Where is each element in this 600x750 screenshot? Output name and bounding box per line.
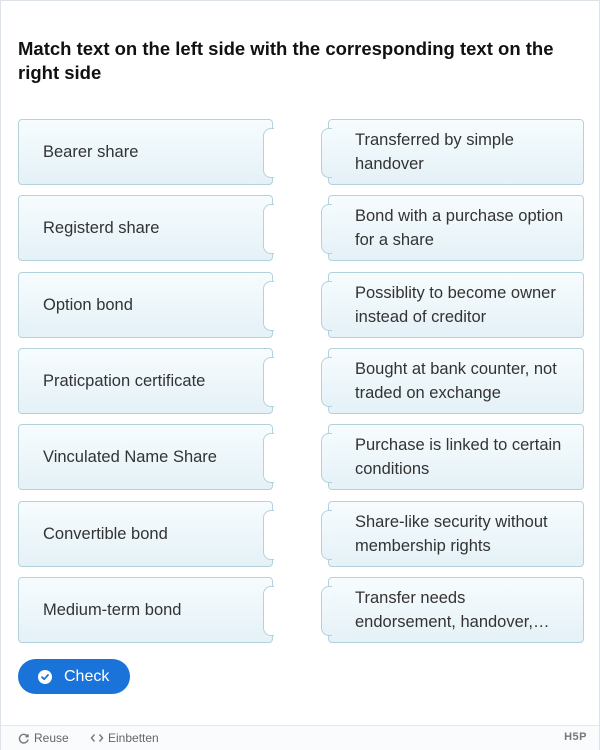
h5p-footer bbox=[1, 725, 599, 750]
question-text: Match text on the left side with the corresponding text on the right side bbox=[18, 38, 554, 83]
left-item-vinculated-name-share[interactable] bbox=[18, 424, 273, 490]
right-item-label: Bought at bank counter, not traded on exchange bbox=[355, 360, 557, 402]
puzzle-notch bbox=[263, 433, 274, 483]
puzzle-tab bbox=[321, 128, 332, 178]
left-item-label: Medium-term bond bbox=[43, 601, 182, 619]
puzzle-notch bbox=[263, 357, 274, 407]
right-item-draggable[interactable] bbox=[328, 195, 584, 261]
puzzle-tab bbox=[321, 586, 332, 636]
left-item-label: Convertible bond bbox=[43, 525, 168, 543]
puzzle-tab bbox=[321, 357, 332, 407]
reuse-link[interactable] bbox=[17, 731, 69, 745]
left-item-registered-share[interactable] bbox=[18, 195, 273, 261]
check-button-label: Check bbox=[64, 667, 110, 685]
code-icon bbox=[90, 732, 104, 744]
left-item-label: Vinculated Name Share bbox=[43, 448, 217, 466]
reuse-label: Reuse bbox=[34, 731, 69, 745]
puzzle-notch bbox=[263, 510, 274, 560]
puzzle-notch bbox=[263, 204, 274, 254]
left-item-label: Bearer share bbox=[43, 143, 139, 161]
right-item-label: Transfer needs endorsement, handover,… bbox=[355, 589, 550, 631]
right-item-label: Transferred by simple handover bbox=[355, 131, 514, 173]
h5p-logo[interactable]: H5P bbox=[564, 731, 587, 743]
right-item-draggable[interactable] bbox=[328, 501, 584, 567]
right-item-label: Bond with a purchase option for a share bbox=[355, 207, 564, 249]
left-item-participation-certificate[interactable] bbox=[18, 348, 273, 414]
check-circle-icon bbox=[38, 670, 52, 684]
right-item-label: Possiblity to become owner instead of creditor bbox=[355, 284, 556, 326]
right-item-draggable[interactable] bbox=[328, 272, 584, 338]
right-item-draggable[interactable] bbox=[328, 119, 584, 185]
puzzle-notch bbox=[263, 586, 274, 636]
left-item-option-bond[interactable] bbox=[18, 272, 273, 338]
puzzle-notch bbox=[263, 281, 274, 331]
puzzle-tab bbox=[321, 281, 332, 331]
right-item-label: Share-like security without membership rights bbox=[355, 513, 548, 555]
left-item-medium-term-bond[interactable] bbox=[18, 577, 273, 643]
left-item-label: Registerd share bbox=[43, 219, 160, 237]
left-item-label: Option bond bbox=[43, 296, 133, 314]
reuse-icon bbox=[17, 732, 30, 745]
right-item-draggable[interactable] bbox=[328, 577, 584, 643]
puzzle-tab bbox=[321, 433, 332, 483]
left-item-label: Praticpation certificate bbox=[43, 372, 206, 390]
right-item-draggable[interactable] bbox=[328, 424, 584, 490]
check-button[interactable] bbox=[18, 659, 130, 694]
embed-link[interactable] bbox=[90, 731, 159, 745]
right-item-label: Purchase is linked to certain conditions bbox=[355, 436, 562, 478]
right-item-draggable[interactable] bbox=[328, 348, 584, 414]
puzzle-notch bbox=[263, 128, 274, 178]
left-item-bearer-share[interactable] bbox=[18, 119, 273, 185]
puzzle-tab bbox=[321, 510, 332, 560]
puzzle-tab bbox=[321, 204, 332, 254]
embed-label: Einbetten bbox=[108, 731, 159, 745]
left-item-convertible-bond[interactable] bbox=[18, 501, 273, 567]
